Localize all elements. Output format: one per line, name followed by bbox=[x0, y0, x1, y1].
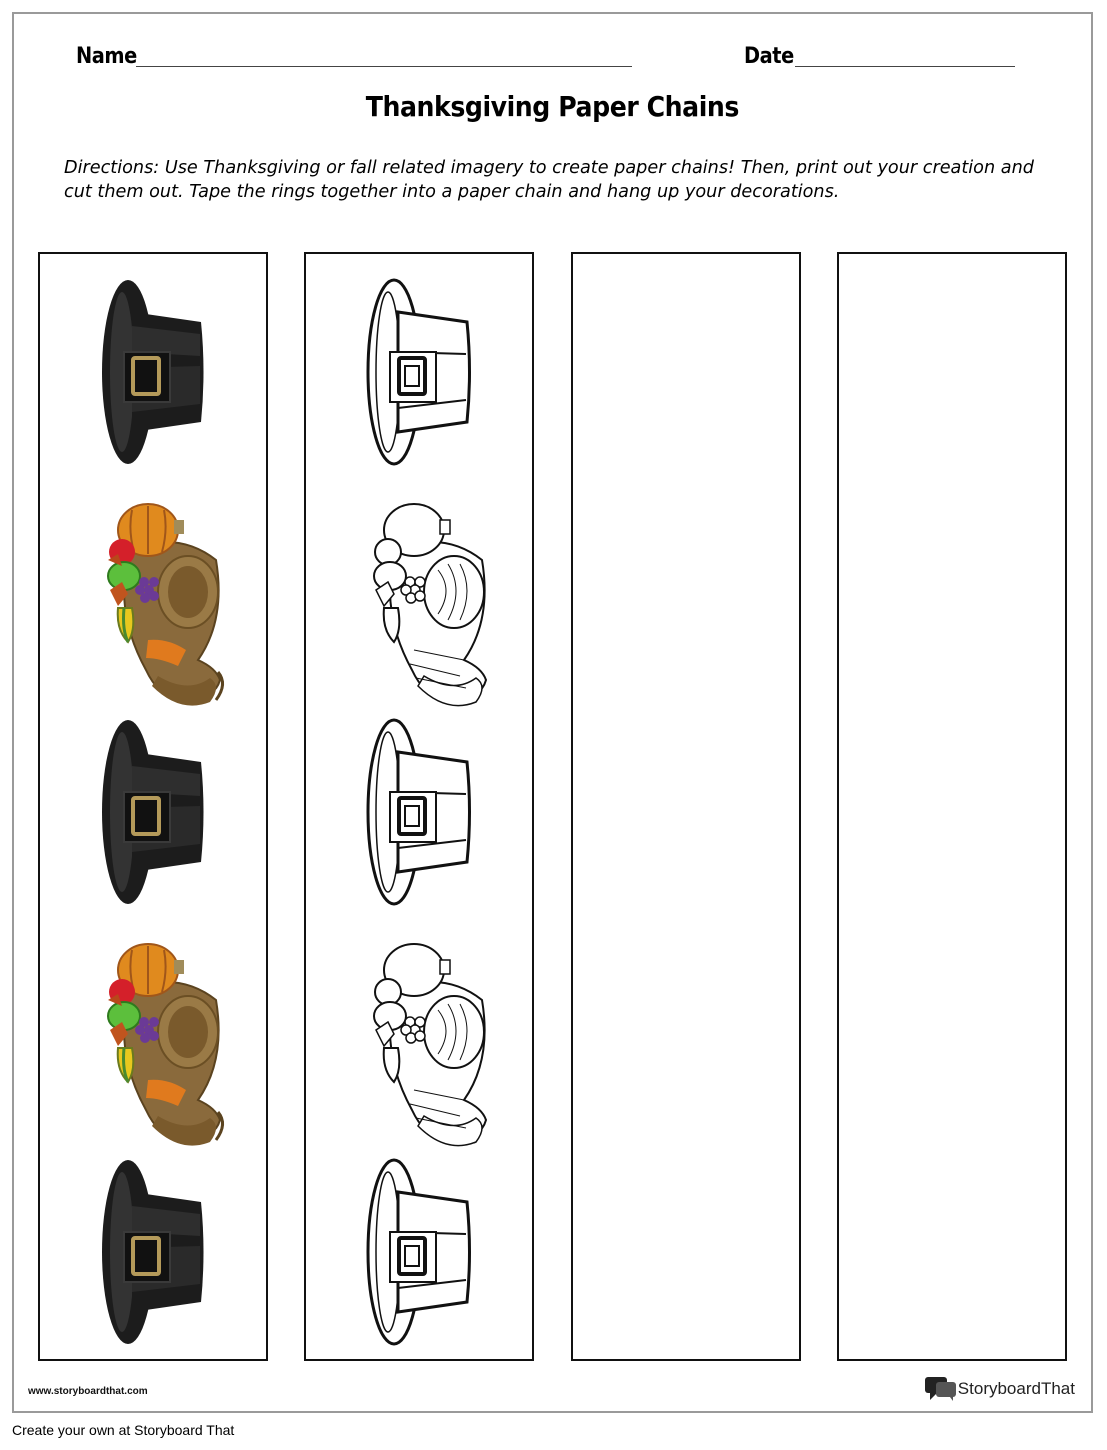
cornucopia-icon bbox=[108, 944, 223, 1146]
brand-name bbox=[958, 1379, 1075, 1399]
name-line[interactable] bbox=[136, 66, 632, 67]
date-label: Date bbox=[744, 44, 794, 69]
create-your-own-link[interactable]: Create your own at Storyboard That bbox=[12, 1422, 235, 1438]
paper-strip-2 bbox=[304, 252, 534, 1361]
paper-strip-4[interactable] bbox=[837, 252, 1067, 1361]
paper-strip-1 bbox=[38, 252, 268, 1361]
cornucopia-icon bbox=[108, 504, 223, 706]
cornucopia-icon bbox=[374, 504, 486, 706]
name-label: Name bbox=[76, 44, 137, 69]
pilgrim-hat-icon bbox=[368, 280, 470, 464]
pilgrim-hat-icon bbox=[102, 720, 204, 904]
cornucopia-icon bbox=[374, 944, 486, 1146]
directions-text: Directions: Use Thanksgiving or fall related imagery to create paper chains! Then, print out your creation and cut them out. Tape the rings together into a paper chain and hang up your decorations. bbox=[64, 157, 1034, 202]
storyboardthat-logo bbox=[924, 1376, 1075, 1402]
page-title: Thanksgiving Paper Chains bbox=[365, 90, 740, 123]
footer-url: www.storyboardthat.com bbox=[28, 1386, 148, 1397]
brand-name-part1: Storyboard bbox=[957, 1379, 1041, 1398]
brand-name-part2: That bbox=[1040, 1379, 1075, 1398]
pilgrim-hat-icon bbox=[368, 720, 470, 904]
worksheet-page bbox=[12, 12, 1093, 1413]
pilgrim-hat-icon bbox=[102, 280, 204, 464]
date-line[interactable] bbox=[795, 66, 1015, 67]
pilgrim-hat-icon bbox=[368, 1160, 470, 1344]
pilgrim-hat-icon bbox=[102, 1160, 204, 1344]
speech-bubble-icon bbox=[924, 1376, 958, 1402]
paper-strip-3[interactable] bbox=[571, 252, 801, 1361]
